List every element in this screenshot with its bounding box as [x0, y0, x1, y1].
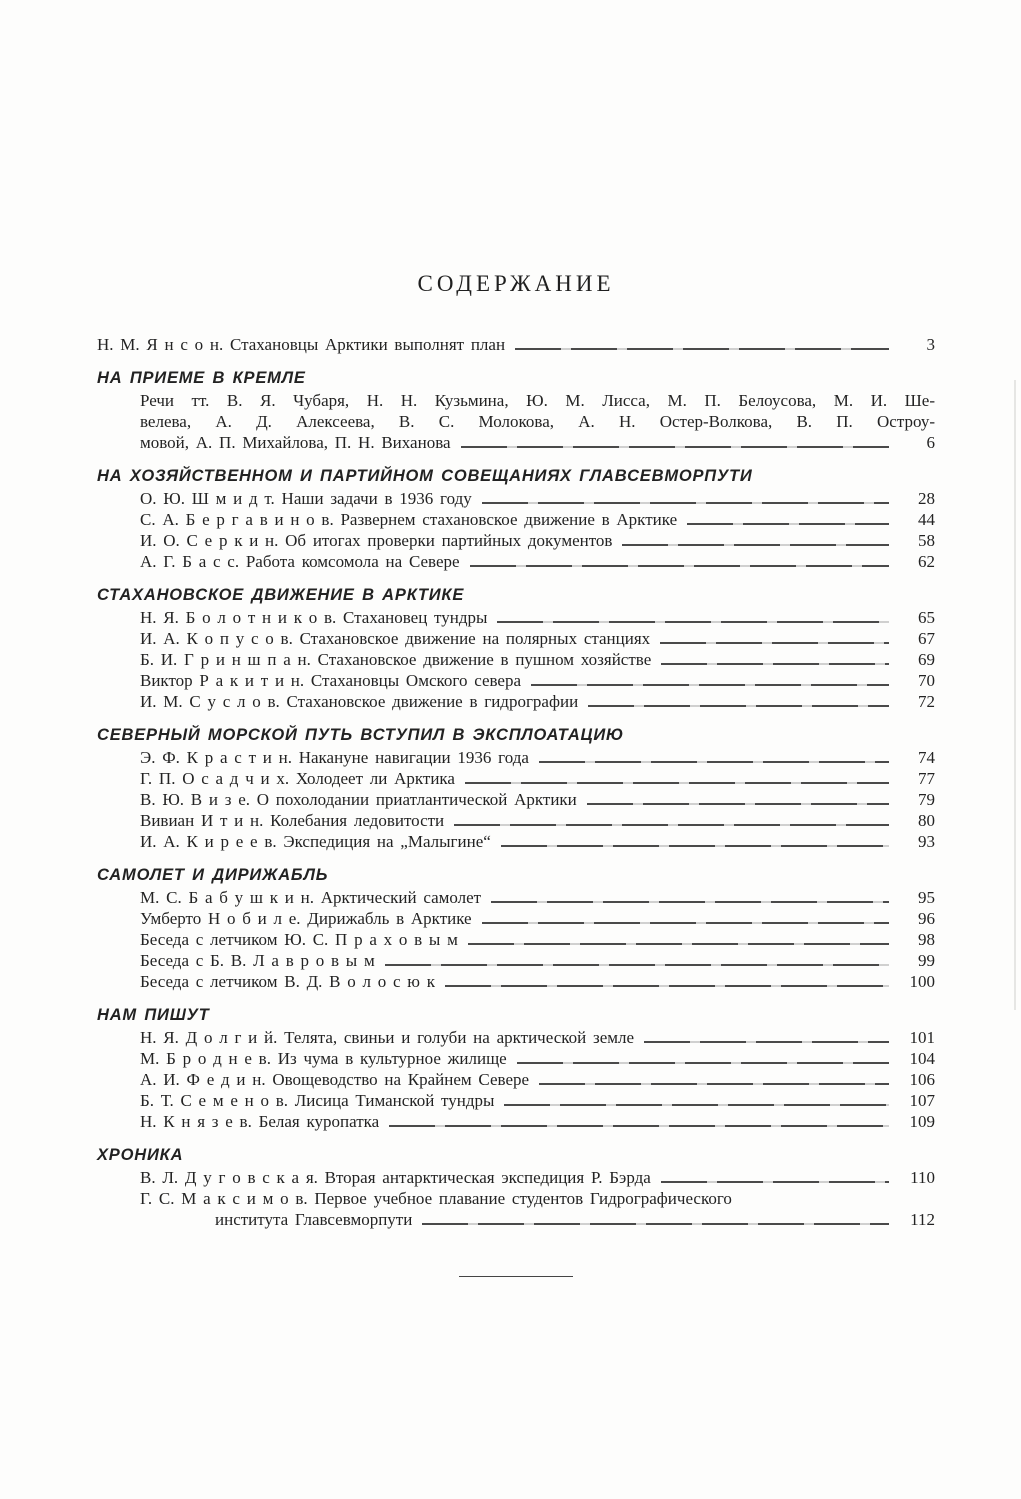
- entry-page-number: 80: [918, 811, 935, 830]
- entry-last-line: [140, 789, 935, 810]
- entry-leader: [482, 922, 889, 924]
- toc-entry: [97, 670, 935, 691]
- toc-entry: [97, 789, 935, 810]
- entry-page-number: 79: [918, 790, 935, 809]
- entry-last-line: [140, 670, 935, 691]
- entry-last-line: [140, 1209, 935, 1230]
- entry-last-line: [140, 887, 935, 908]
- entry-text: Умберто Н о б и л е. Дирижабль в Арктике: [140, 909, 472, 928]
- section-heading: НА ПРИЕМЕ В КРЕМЛЕ: [97, 369, 306, 387]
- entry-last-line: [140, 768, 935, 789]
- section-heading: СЕВЕРНЫЙ МОРСКОЙ ПУТЬ ВСТУПИЛ В ЭКСПЛОАТАЦИЮ: [97, 726, 625, 744]
- toc-entry: [97, 488, 935, 509]
- entry-text: института Главсевморпути: [215, 1210, 413, 1229]
- entry-text: В. Ю. В и з е. О похолодании приатлантической Арктики: [140, 790, 577, 809]
- entry-last-line: [140, 628, 935, 649]
- entry-leader: [539, 1083, 889, 1085]
- section-heading: СТАХАНОВСКОЕ ДВИЖЕНИЕ В АРКТИКЕ: [97, 586, 465, 604]
- entry-page-number: 106: [909, 1070, 935, 1089]
- entry-page-number: 101: [909, 1028, 935, 1047]
- toc-entry: [97, 768, 935, 789]
- toc-entry: [97, 551, 935, 572]
- entry-leader: [491, 901, 889, 903]
- toc-section: [97, 334, 935, 355]
- entry-leader: [504, 1104, 889, 1106]
- entry-text: И. А. К и р е е в. Экспедиция на „Малыгине“: [140, 832, 491, 851]
- entry-text: Н. Я. Д о л г и й. Телята, свиньи и голуби на арктической земле: [140, 1028, 635, 1047]
- toc-entry: [97, 1167, 935, 1188]
- entry-text: О. Ю. Ш м и д т. Наши задачи в 1936 году: [140, 489, 472, 508]
- entry-last-line: [140, 810, 935, 831]
- entry-text: Беседа с летчиком Ю. С. П р а х о в ы м: [140, 930, 458, 949]
- entry-leader: [389, 1125, 889, 1127]
- entry-leader: [644, 1041, 889, 1043]
- entry-text: М. Б р о д н е в. Из чума в культурное жилище: [140, 1049, 507, 1068]
- toc-entry: [97, 1027, 935, 1048]
- toc-section: [97, 724, 935, 852]
- entry-last-line: [140, 747, 935, 768]
- entry-page-number: 112: [910, 1210, 935, 1229]
- entry-last-line: [140, 908, 935, 929]
- entry-leader: [468, 943, 889, 945]
- toc-entry: [97, 649, 935, 670]
- toc-entry: [97, 887, 935, 908]
- section-heading: САМОЛЕТ И ДИРИЖАБЛЬ: [97, 866, 329, 884]
- entry-page-number: 98: [918, 930, 935, 949]
- entry-text: А. Г. Б а с с. Работа комсомола на Севере: [140, 552, 460, 571]
- entry-text: Вивиан И т и н. Колебания ледовитости: [140, 811, 445, 830]
- entry-leader: [517, 1062, 889, 1064]
- toc-section: [97, 1144, 935, 1230]
- entry-page-number: 95: [918, 888, 935, 907]
- entry-text: Беседа с летчиком В. Д. В о л о с ю к: [140, 972, 435, 991]
- entry-page-number: 74: [918, 748, 935, 767]
- entry-last-line: [140, 929, 935, 950]
- entry-page-number: 109: [909, 1112, 935, 1131]
- toc-section: [97, 1004, 935, 1132]
- entry-leader: [385, 964, 889, 966]
- toc-entry: [97, 908, 935, 929]
- toc-section: [97, 864, 935, 992]
- entry-page-number: 104: [909, 1049, 935, 1068]
- entry-text: Беседа с Б. В. Л а в р о в ы м: [140, 951, 375, 970]
- toc-entry: [97, 831, 935, 852]
- toc-entry: [97, 1111, 935, 1132]
- entry-leader: [461, 446, 889, 448]
- entry-page-number: 6: [926, 433, 935, 452]
- toc-entry: [97, 950, 935, 971]
- toc-entry: [97, 971, 935, 992]
- entry-page-number: 99: [918, 951, 935, 970]
- entry-page-number: 96: [918, 909, 935, 928]
- toc-entry: [97, 929, 935, 950]
- toc-entry: [97, 810, 935, 831]
- entry-page-number: 67: [918, 629, 935, 648]
- entry-text: Н. К н я з е в. Белая куропатка: [140, 1112, 380, 1131]
- entry-text: Б. Т. С е м е н о в. Лисица Тиманской тундры: [140, 1091, 495, 1110]
- toc-entry: [97, 1090, 935, 1111]
- entry-text: Н. Я. Б о л о т н и к о в. Стахановец тундры: [140, 608, 488, 627]
- entry-text: И. А. К о п у с о в. Стахановское движение на полярных станциях: [140, 629, 651, 648]
- toc-entry: [97, 390, 935, 453]
- entry-leader: [497, 621, 889, 623]
- entry-line: Речи тт. В. Я. Чубаря, Н. Н. Кузьмина, Ю. М. Лисса, М. П. Белоусова, М. И. Ше-: [140, 391, 935, 410]
- entry-leader: [587, 803, 889, 805]
- entry-last-line: [140, 509, 935, 530]
- entry-page-number: 70: [918, 671, 935, 690]
- entry-last-line: [140, 1090, 935, 1111]
- entry-leader: [454, 824, 889, 826]
- entry-text: Виктор Р а к и т и н. Стахановцы Омского севера: [140, 671, 522, 690]
- entry-page-number: 77: [918, 769, 935, 788]
- entry-text: мовой, А. П. Михайлова, П. Н. Виханова: [140, 433, 451, 452]
- toc-entry: [97, 1048, 935, 1069]
- entry-text: Э. Ф. К р а с т и н. Накануне навигации 1936 года: [140, 748, 529, 767]
- entry-line: велева, А. Д. Алексеева, В. С. Молокова, А. Н. Остер-Волкова, В. П. Остроу-: [140, 412, 935, 431]
- entry-page-number: 100: [909, 972, 935, 991]
- toc-entry: [97, 747, 935, 768]
- entry-text: Г. П. О с а д ч и х. Холодеет ли Арктика: [140, 769, 455, 788]
- entry-leader: [531, 684, 889, 686]
- entry-leader: [687, 523, 889, 525]
- entry-page-number: 93: [918, 832, 935, 851]
- entry-page-number: 65: [918, 608, 935, 627]
- toc-entry: [97, 509, 935, 530]
- entry-page-number: 107: [909, 1091, 935, 1110]
- toc-entry: [97, 1188, 935, 1230]
- entry-page-number: 44: [918, 510, 935, 529]
- section-heading: НАМ ПИШУТ: [97, 1006, 210, 1024]
- entry-last-line: [140, 607, 935, 628]
- toc-entry: [97, 334, 935, 355]
- entry-last-line: [140, 1048, 935, 1069]
- section-heading: ХРОНИКА: [97, 1146, 184, 1164]
- entry-last-line: [140, 432, 935, 453]
- toc-entry: [97, 628, 935, 649]
- toc-section: [97, 584, 935, 712]
- entry-leader: [482, 502, 889, 504]
- entry-leader: [501, 845, 889, 847]
- entry-text: В. Л. Д у г о в с к а я. Вторая антарктическая экспедиция Р. Бэрда: [140, 1168, 651, 1187]
- entry-leader: [422, 1223, 889, 1225]
- entry-last-line: [140, 831, 935, 852]
- entry-leader: [470, 565, 889, 567]
- entry-leader: [539, 761, 889, 763]
- entry-text: С. А. Б е р г а в и н о в. Развернем стахановское движение в Арктике: [140, 510, 678, 529]
- entry-page-number: 28: [918, 489, 935, 508]
- entry-leader: [465, 782, 889, 784]
- end-divider: [459, 1276, 573, 1277]
- entry-page-number: 69: [918, 650, 935, 669]
- entry-page-number: 62: [918, 552, 935, 571]
- toc-entry: [97, 691, 935, 712]
- entry-last-line: [140, 971, 935, 992]
- entry-leader: [588, 705, 889, 707]
- entry-page-number: 58: [918, 531, 935, 550]
- entry-leader: [661, 663, 889, 665]
- entry-last-line: [140, 1069, 935, 1090]
- entry-last-line: [140, 488, 935, 509]
- entry-leader: [515, 348, 889, 350]
- entry-page-number: 3: [926, 335, 935, 354]
- entry-text: М. С. Б а б у ш к и н. Арктический самолет: [140, 888, 482, 907]
- page-title: СОДЕРЖАНИЕ: [417, 271, 615, 296]
- entry-page-number: 72: [918, 692, 935, 711]
- toc-section: [97, 367, 935, 453]
- entry-text: И. О. С е р к и н. Об итогах проверки партийных документов: [140, 531, 613, 550]
- entry-last-line: [140, 1111, 935, 1132]
- toc-section: [97, 465, 935, 572]
- entry-last-line: [140, 530, 935, 551]
- entry-last-line: [140, 551, 935, 572]
- entry-text: А. И. Ф е д и н. Овощеводство на Крайнем Севере: [140, 1070, 530, 1089]
- entry-leader: [445, 985, 889, 987]
- scan-artifact-line: [1014, 380, 1016, 1010]
- entry-last-line: [140, 950, 935, 971]
- entry-leader: [622, 544, 889, 546]
- entry-last-line: [140, 1167, 935, 1188]
- entry-last-line: [140, 691, 935, 712]
- entry-line: Г. С. М а к с и м о в. Первое учебное плавание студентов Гидрографического: [140, 1189, 732, 1208]
- entry-leader: [660, 642, 889, 644]
- toc-entry: [97, 607, 935, 628]
- entry-text: Н. М. Я н с о н. Стахановцы Арктики выполнят план: [97, 335, 506, 354]
- toc-entry: [97, 530, 935, 551]
- entry-page-number: 110: [910, 1168, 935, 1187]
- entry-last-line: [140, 1027, 935, 1048]
- toc-entry: [97, 1069, 935, 1090]
- entry-leader: [661, 1181, 889, 1183]
- toc: [97, 334, 935, 1230]
- entry-last-line: [97, 334, 935, 355]
- entry-text: И. М. С у с л о в. Стахановское движение в гидрографии: [140, 692, 579, 711]
- entry-text: Б. И. Г р и н ш п а н. Стахановское движение в пушном хозяйстве: [140, 650, 652, 669]
- entry-last-line: [140, 649, 935, 670]
- section-heading: НА ХОЗЯЙСТВЕННОМ И ПАРТИЙНОМ СОВЕЩАНИЯХ ГЛАВСЕВМОРПУТИ: [97, 467, 753, 485]
